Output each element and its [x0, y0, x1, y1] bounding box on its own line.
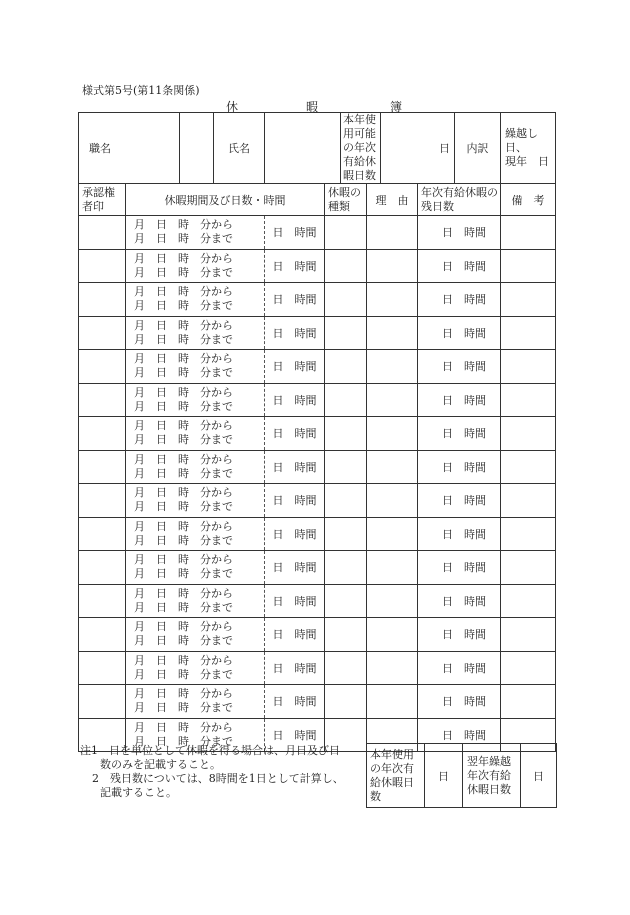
leave-row: [79, 450, 556, 484]
leave-type-cell[interactable]: [325, 551, 367, 585]
reason-cell[interactable]: [367, 316, 418, 350]
leave-type-cell[interactable]: [325, 484, 367, 518]
remarks-cell[interactable]: [501, 316, 556, 350]
used-days-unit[interactable]: 日: [425, 744, 463, 808]
period-from: 月 日 時 分から: [134, 620, 233, 634]
note-2-line-1: 2 残日数については、8時間を1日として計算し、: [92, 772, 344, 785]
leave-row: [79, 417, 556, 451]
days-hours-cell[interactable]: 日 時間: [265, 584, 325, 618]
available-days-unit: 日: [381, 113, 455, 184]
remarks-cell[interactable]: [501, 383, 556, 417]
reason-cell[interactable]: [367, 517, 418, 551]
position-value[interactable]: [180, 113, 214, 184]
remaining-days-cell[interactable]: 日 時間: [418, 584, 501, 618]
approver-header: 承認権者印: [79, 184, 126, 216]
remarks-cell[interactable]: [501, 685, 556, 719]
period-from: 月 日 時 分から: [134, 352, 233, 366]
remaining-days-cell[interactable]: 日 時間: [418, 316, 501, 350]
approver-seal-cell[interactable]: [79, 450, 126, 484]
approver-seal-cell[interactable]: [79, 216, 126, 250]
approver-seal-cell[interactable]: [79, 685, 126, 719]
period-cell[interactable]: [126, 651, 265, 685]
title-char-1: 休: [226, 100, 239, 114]
period-from: 月 日 時 分から: [134, 653, 233, 667]
reason-cell[interactable]: [367, 249, 418, 283]
name-value[interactable]: [265, 113, 341, 184]
header-row: [79, 113, 556, 184]
leave-rows: [79, 216, 556, 752]
leave-row: [79, 484, 556, 518]
remaining-days-cell[interactable]: 日 時間: [418, 216, 501, 250]
reason-cell[interactable]: [367, 350, 418, 384]
days-hours-cell[interactable]: 日 時間: [265, 618, 325, 652]
approver-seal-cell[interactable]: [79, 383, 126, 417]
remarks-cell[interactable]: [501, 651, 556, 685]
current-year-line: 現年 日: [505, 155, 550, 168]
leave-type-cell[interactable]: [325, 216, 367, 250]
reason-cell[interactable]: [367, 551, 418, 585]
days-hours-cell[interactable]: 日 時間: [265, 718, 325, 752]
remarks-cell[interactable]: [501, 417, 556, 451]
leave-row: [79, 383, 556, 417]
days-hours-cell[interactable]: 日 時間: [265, 517, 325, 551]
note-1-line-1: 注1 日を単位として休暇を得る場合は、月日及び日: [80, 744, 340, 757]
period-cell[interactable]: [126, 350, 265, 384]
period-from: 月 日 時 分から: [134, 452, 233, 466]
reason-header: 理 由: [367, 184, 418, 216]
approver-seal-cell[interactable]: [79, 283, 126, 317]
leave-type-cell[interactable]: [325, 283, 367, 317]
remarks-cell[interactable]: [501, 283, 556, 317]
reason-cell[interactable]: [367, 685, 418, 719]
remaining-days-cell[interactable]: 日 時間: [418, 249, 501, 283]
remaining-days-cell[interactable]: 日 時間: [418, 350, 501, 384]
remaining-days-cell[interactable]: 日 時間: [418, 551, 501, 585]
leave-type-cell[interactable]: [325, 383, 367, 417]
remarks-cell[interactable]: [501, 249, 556, 283]
period-cell[interactable]: [126, 249, 265, 283]
reason-cell[interactable]: [367, 584, 418, 618]
title-char-3: 簿: [390, 100, 403, 114]
carryover-cell: [501, 113, 556, 184]
approver-seal-cell[interactable]: [79, 350, 126, 384]
leave-row: [79, 618, 556, 652]
available-days-label: 本年使用可能の年次有給休暇日数: [341, 113, 381, 184]
period-cell[interactable]: [126, 551, 265, 585]
name-label: 氏名: [214, 113, 265, 184]
leave-type-cell[interactable]: [325, 350, 367, 384]
period-to: 月 日 時 分まで: [134, 667, 233, 681]
leave-row: [79, 216, 556, 250]
period-cell[interactable]: [126, 618, 265, 652]
note-1-line-2: 数のみを記載すること。: [100, 758, 221, 771]
form-reference: 様式第5号(第11条関係): [82, 84, 200, 97]
leave-row: [79, 685, 556, 719]
period-header: 休暇期間及び日数・時間: [126, 184, 325, 216]
period-from: 月 日 時 分から: [134, 519, 233, 533]
days-hours-cell[interactable]: 日 時間: [265, 249, 325, 283]
period-to: 月 日 時 分まで: [134, 634, 233, 648]
period-from: 月 日 時 分から: [134, 251, 233, 265]
period-to: 月 日 時 分まで: [134, 567, 233, 581]
leave-type-cell[interactable]: [325, 618, 367, 652]
days-hours-cell[interactable]: 日 時間: [265, 685, 325, 719]
title-char-2: 暇: [306, 100, 319, 114]
remaining-days-cell[interactable]: 日 時間: [418, 618, 501, 652]
remarks-cell[interactable]: [501, 551, 556, 585]
days-hours-cell[interactable]: 日 時間: [265, 316, 325, 350]
period-from: 月 日 時 分から: [134, 385, 233, 399]
notes: [80, 744, 365, 800]
breakdown-label: 内訳: [455, 113, 501, 184]
period-to: 月 日 時 分まで: [134, 265, 233, 279]
approver-seal-cell[interactable]: [79, 517, 126, 551]
leave-row: [79, 651, 556, 685]
leave-row: [79, 283, 556, 317]
column-header-row: [79, 184, 556, 216]
remarks-cell[interactable]: [501, 350, 556, 384]
leave-row: [79, 584, 556, 618]
period-from: 月 日 時 分から: [134, 486, 233, 500]
leave-row: [79, 249, 556, 283]
period-from: 月 日 時 分から: [134, 318, 233, 332]
period-to: 月 日 時 分まで: [134, 533, 233, 547]
remarks-header: 備 考: [501, 184, 556, 216]
days-hours-cell[interactable]: 日 時間: [265, 417, 325, 451]
leave-register-table: [78, 112, 556, 752]
reason-cell[interactable]: [367, 383, 418, 417]
reason-cell[interactable]: [367, 651, 418, 685]
period-cell[interactable]: [126, 517, 265, 551]
period-cell[interactable]: [126, 685, 265, 719]
reason-cell[interactable]: [367, 417, 418, 451]
remaining-header: 年次有給休暇の残日数: [418, 184, 501, 216]
reason-cell[interactable]: [367, 450, 418, 484]
approver-seal-cell[interactable]: [79, 651, 126, 685]
period-from: 月 日 時 分から: [134, 720, 233, 734]
reason-cell[interactable]: [367, 484, 418, 518]
period-from: 月 日 時 分から: [134, 553, 233, 567]
next-year-carryover-unit[interactable]: 日: [521, 744, 557, 808]
remarks-cell[interactable]: [501, 584, 556, 618]
remaining-days-cell[interactable]: 日 時間: [418, 651, 501, 685]
days-hours-cell[interactable]: 日 時間: [265, 216, 325, 250]
reason-cell[interactable]: [367, 618, 418, 652]
period-to: 月 日 時 分まで: [134, 399, 233, 413]
period-from: 月 日 時 分から: [134, 687, 233, 701]
approver-seal-cell[interactable]: [79, 618, 126, 652]
remarks-cell[interactable]: [501, 618, 556, 652]
remaining-days-cell[interactable]: 日 時間: [418, 450, 501, 484]
leave-type-cell[interactable]: [325, 584, 367, 618]
leave-type-cell[interactable]: [325, 651, 367, 685]
period-to: 月 日 時 分まで: [134, 332, 233, 346]
position-label: 職名: [79, 113, 180, 184]
days-hours-cell[interactable]: 日 時間: [265, 383, 325, 417]
approver-seal-cell[interactable]: [79, 417, 126, 451]
approver-seal-cell[interactable]: [79, 584, 126, 618]
remarks-cell[interactable]: [501, 484, 556, 518]
leave-type-cell[interactable]: [325, 685, 367, 719]
summary-table: [366, 743, 557, 808]
leave-type-cell[interactable]: [325, 517, 367, 551]
period-cell[interactable]: [126, 383, 265, 417]
leave-type-cell[interactable]: [325, 450, 367, 484]
period-from: 月 日 時 分から: [134, 586, 233, 600]
period-to: 月 日 時 分まで: [134, 600, 233, 614]
leave-type-cell[interactable]: [325, 249, 367, 283]
reason-cell[interactable]: [367, 216, 418, 250]
remaining-days-cell[interactable]: 日 時間: [418, 484, 501, 518]
leave-type-cell[interactable]: [325, 316, 367, 350]
remaining-days-cell[interactable]: 日 時間: [418, 283, 501, 317]
remaining-days-cell[interactable]: 日 時間: [418, 517, 501, 551]
days-hours-cell[interactable]: 日 時間: [265, 450, 325, 484]
period-cell[interactable]: [126, 216, 265, 250]
carryover-line: 繰越し 日、: [505, 127, 550, 154]
leave-type-header: 休暇の種類: [325, 184, 367, 216]
remaining-days-cell[interactable]: 日 時間: [418, 718, 501, 752]
reason-cell[interactable]: [367, 283, 418, 317]
remarks-cell[interactable]: [501, 450, 556, 484]
approver-seal-cell[interactable]: [79, 249, 126, 283]
period-from: 月 日 時 分から: [134, 285, 233, 299]
period-to: 月 日 時 分まで: [134, 500, 233, 514]
days-hours-cell[interactable]: 日 時間: [265, 283, 325, 317]
next-year-carryover-label: 翌年繰越年次有給休暇日数: [463, 744, 521, 808]
period-cell[interactable]: [126, 316, 265, 350]
days-hours-cell[interactable]: 日 時間: [265, 484, 325, 518]
leave-row: [79, 551, 556, 585]
remarks-cell[interactable]: [501, 517, 556, 551]
period-to: 月 日 時 分まで: [134, 366, 233, 380]
period-cell[interactable]: [126, 484, 265, 518]
period-cell[interactable]: [126, 417, 265, 451]
period-from: 月 日 時 分から: [134, 218, 233, 232]
days-hours-cell[interactable]: 日 時間: [265, 350, 325, 384]
leave-row: [79, 316, 556, 350]
leave-row: [79, 350, 556, 384]
period-cell[interactable]: [126, 450, 265, 484]
approver-seal-cell[interactable]: [79, 551, 126, 585]
days-hours-cell[interactable]: 日 時間: [265, 651, 325, 685]
days-hours-cell[interactable]: 日 時間: [265, 551, 325, 585]
period-to: 月 日 時 分まで: [134, 299, 233, 313]
period-to: 月 日 時 分まで: [134, 701, 233, 715]
leave-row: [79, 517, 556, 551]
period-cell[interactable]: [126, 283, 265, 317]
period-to: 月 日 時 分まで: [134, 232, 233, 246]
remaining-days-cell[interactable]: 日 時間: [418, 685, 501, 719]
remaining-days-cell[interactable]: 日 時間: [418, 383, 501, 417]
period-to: 月 日 時 分まで: [134, 466, 233, 480]
period-cell[interactable]: [126, 584, 265, 618]
note-2-line-2: 記載すること。: [100, 786, 177, 799]
remarks-cell[interactable]: [501, 216, 556, 250]
period-to: 月 日 時 分まで: [134, 734, 233, 748]
remaining-days-cell[interactable]: 日 時間: [418, 417, 501, 451]
approver-seal-cell[interactable]: [79, 484, 126, 518]
period-from: 月 日 時 分から: [134, 419, 233, 433]
period-to: 月 日 時 分まで: [134, 433, 233, 447]
approver-seal-cell[interactable]: [79, 316, 126, 350]
leave-type-cell[interactable]: [325, 417, 367, 451]
used-days-label: 本年使用の年次有給休暇日数: [367, 744, 425, 808]
